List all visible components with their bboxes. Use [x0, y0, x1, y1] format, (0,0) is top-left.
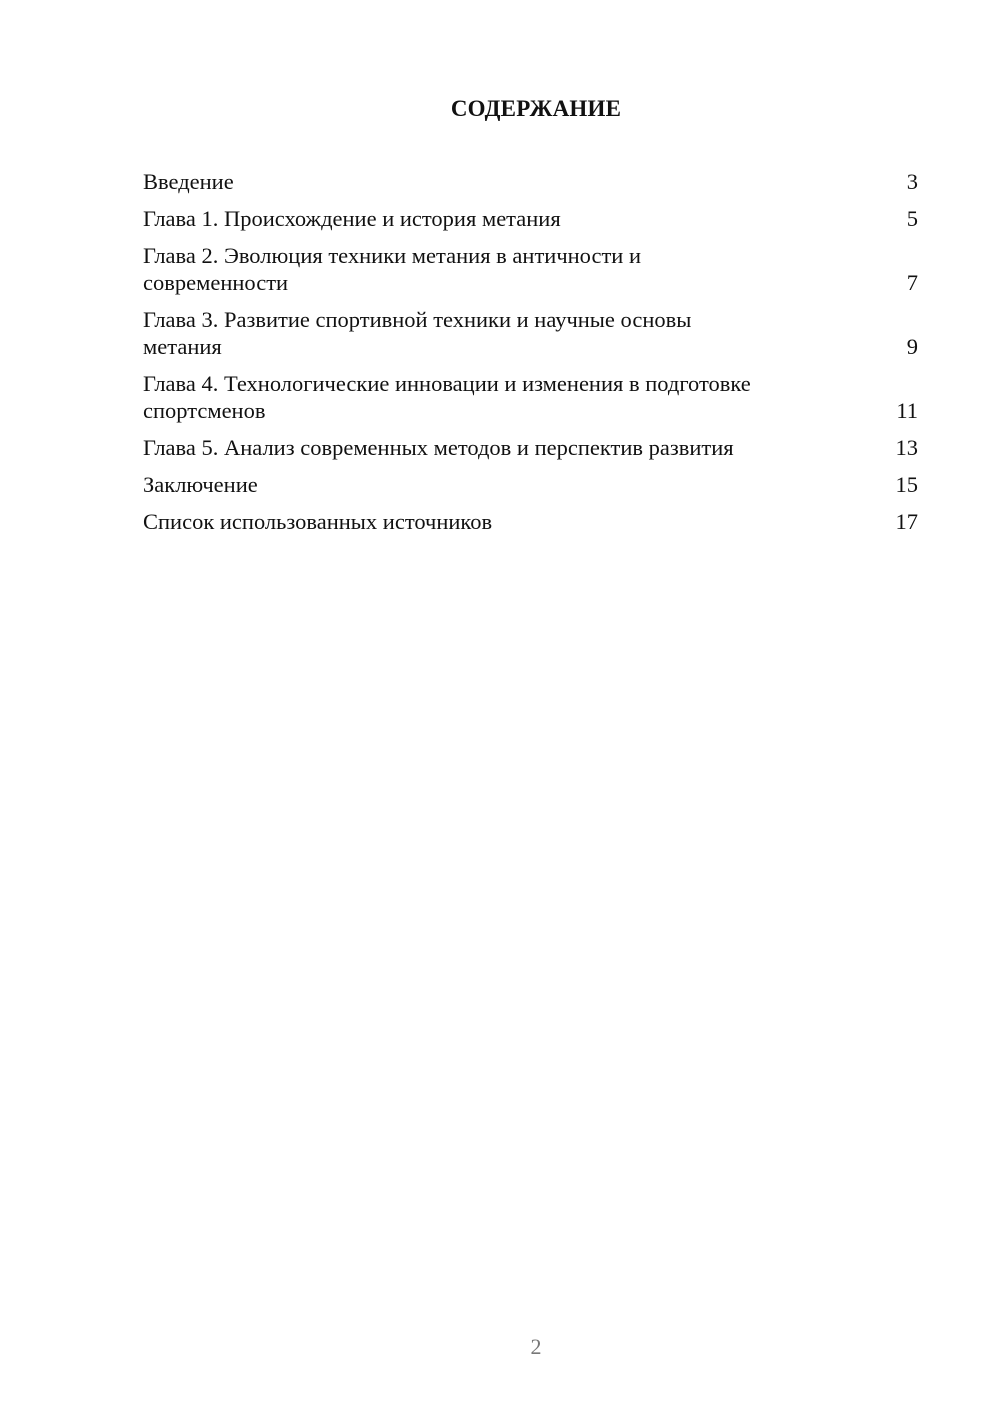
toc-title: СОДЕРЖАНИЕ	[450, 96, 622, 121]
toc-entry-page: 7	[906, 270, 918, 295]
toc-entry-introduction[interactable]	[143, 168, 918, 195]
toc-entry-text: Глава 5. Анализ современных методов и перспектив развития	[143, 435, 734, 460]
toc-entry-chapter-4[interactable]	[143, 370, 918, 424]
toc-entry-page: 9	[906, 334, 918, 359]
toc-entry-page: 5	[906, 206, 918, 231]
toc-entry-text: Введение	[143, 169, 234, 194]
toc-entry-text: Список использованных источников	[143, 509, 493, 534]
page-number: 2	[530, 1334, 542, 1359]
toc-entry-chapter-5[interactable]	[143, 434, 918, 461]
toc-entry-page: 15	[895, 472, 918, 497]
toc-entry-conclusion[interactable]	[143, 471, 918, 498]
toc-entry-chapter-3[interactable]	[143, 306, 918, 360]
toc-entry-text: Глава 3. Развитие спортивной техники и научные основы метания	[143, 307, 692, 359]
toc-entry-text: Глава 2. Эволюция техники метания в античности и современности	[143, 243, 642, 295]
toc-entry-references[interactable]	[143, 508, 918, 535]
toc-entry-text: Глава 1. Происхождение и история метания	[143, 206, 561, 231]
toc-entry-page: 17	[895, 509, 918, 534]
toc-entry-chapter-2[interactable]	[143, 242, 918, 296]
toc-entry-text: Заключение	[143, 472, 258, 497]
toc-entry-text: Глава 4. Технологические инновации и изменения в подготовке спортсменов	[143, 371, 751, 423]
toc-entry-chapter-1[interactable]	[143, 205, 918, 232]
toc-entry-page: 3	[906, 169, 918, 194]
toc-entry-page: 11	[896, 398, 918, 423]
table-of-contents	[143, 168, 918, 545]
toc-entry-page: 13	[895, 435, 918, 460]
